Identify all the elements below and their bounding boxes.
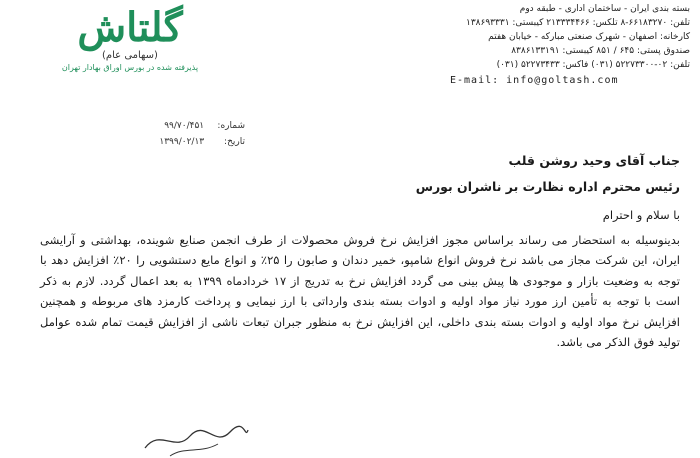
- letter-meta: [145, 118, 245, 150]
- company-tagline: پذیرفته شده در بورس اوراق بهادار تهران: [61, 63, 199, 72]
- letter-date-value: ۱۳۹۹/۰۲/۱۳: [159, 137, 205, 147]
- recipient-title: رئیس محترم اداره نظارت بر ناشران بورس: [415, 179, 680, 194]
- salutation: با سلام و احترام: [602, 208, 680, 222]
- email-address: E-mail: info@goltash.com: [450, 75, 619, 86]
- letter-date-label: تاریخ:: [224, 137, 245, 147]
- recipient-name: جناب آقای وحید روشن قلب: [508, 153, 680, 168]
- logo-wordmark: گلتاش: [77, 4, 183, 51]
- letter-body: [40, 205, 680, 353]
- letter-number-value: ۹۹/۷۰/۴۵۱: [164, 121, 205, 131]
- contact-line: تلفن: ۶۶۱۸۳۲۷۰-۸ تلکس: ۲۱۳۳۳۴۴۶۶ کیبستی: ۱۳۸۶۹۳۳۳۱: [466, 18, 690, 28]
- company-logo: [20, 6, 240, 72]
- recipient-block: [80, 148, 680, 200]
- contact-line: تلفن: ۰۲-۵۲۲۷۳۳۰۰ (۰۳۱) فاکس: ۵۲۲۷۳۴۳۳ (۰۳۱): [496, 60, 690, 70]
- company-type: (سهامی عام): [102, 50, 158, 61]
- contact-line: صندوق پستی: ۶۴۵ / ۸۵۱ کیبستی: ۸۳۸۶۱۳۳۱۹۱: [511, 46, 690, 56]
- contact-line: کارخانه: اصفهان - شهرک صنعتی مبارکه - خیابان هفتم: [488, 32, 690, 42]
- contact-line: بسته بندی ایران - ساختمان اداری - طبقه دوم: [519, 4, 690, 14]
- letter-number-row: [145, 118, 245, 134]
- signature-mark: [140, 418, 250, 458]
- body-paragraph: بدینوسیله به استحضار می رساند براساس مجوز افزایش نرخ فروش محصولات از طرف انجمن صنایع شوینده، بهداشتی و آرایشی ایران، این شرکت مجاز می باشد نرخ فروش انواع شامپو، خمیر دندان و صابون را ۲۵٪ و انواع مایع دستشویی را ۲۰٪ افزایش دهد با توجه به وضعیت بازار و موجودی ها پیش بینی می گردد افزایش نرخ به تدریج از ۱۷ خردادماه ۱۳۹۹ به بعد اعمال گردد. لازم به ذکر است با توجه به تأمین ارز مورد نیاز مواد اولیه و ادوات بسته بندی وارداتی با ارز نیمایی و پرداخت کارمزد های مربوطه و همچنین افزایش نرخ مواد اولیه و ادوات بسته بندی داخلی، این افزایش نرخ به منظور جبران تبعات ناشی از افزایش قیمت تمام شده عوامل تولید فوق الذکر می باشد.: [40, 232, 680, 349]
- letter-number-label: شماره:: [217, 121, 245, 131]
- contact-block: [450, 2, 690, 88]
